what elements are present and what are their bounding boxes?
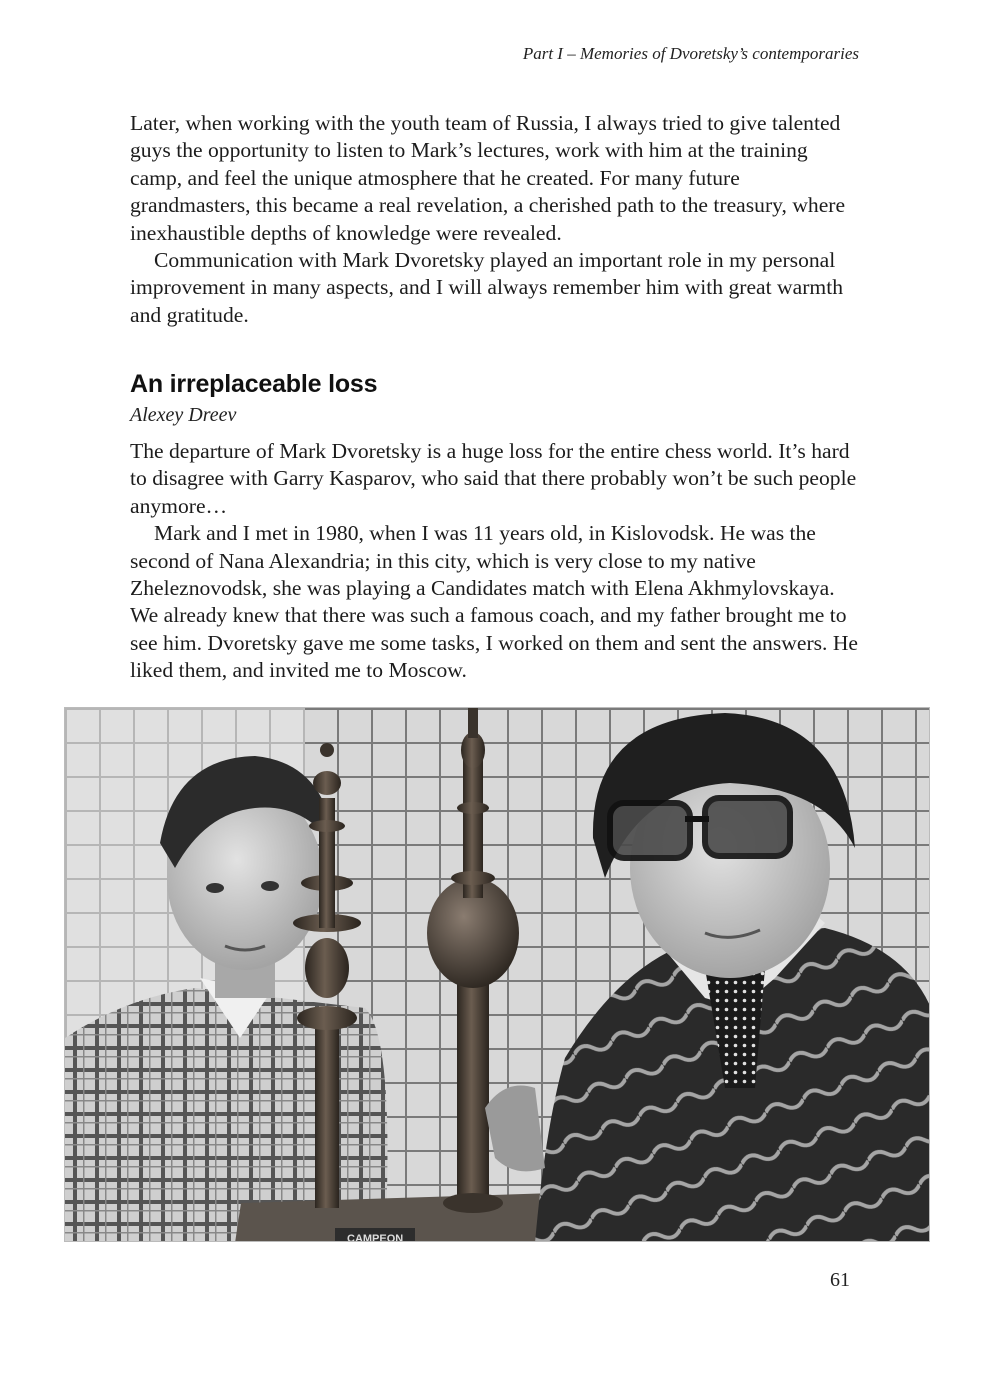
paragraph: Later, when working with the youth team of Russia, I always tried to give talented guys the opportunity to listen to Mark’s lectures, work with him at the training camp, and feel the unique atmosphere that he created. For many future grandmasters, this became a real revelation, a cherished path to the treasury, where inexhaustible depths of knowledge were revealed. bbox=[130, 111, 846, 245]
section-author: Alexey Dreev bbox=[130, 404, 237, 426]
running-head: Part I – Memories of Dvoretsky’s contemporaries bbox=[522, 44, 859, 63]
paragraph: Mark and I met in 1980, when I was 11 years old, in Kislovodsk. He was the second of Nana Alexandria; in this city, which is very close to my native Zheleznovodsk, she was playing a Candidates match with Elena Akhmylovskaya. We already knew that there was such a famous coach, and my father brought me to see him. Dvoretsky gave me some tasks, I worked on them and sent the answers. He liked them, and invited me to Moscow. bbox=[130, 521, 859, 683]
section-text-block bbox=[130, 438, 865, 685]
paragraph: Communication with Mark Dvoretsky played an important role in my personal improvement in many aspects, and I will always remember him with great warmth and gratitude. bbox=[130, 248, 843, 327]
photo-dreev-dvoretsky bbox=[64, 707, 930, 1242]
paragraph: The departure of Mark Dvoretsky is a huge loss for the entire chess world. It’s hard to disagree with Garry Kasparov, who said that there probably won’t be such people anymore… bbox=[130, 439, 857, 518]
trophy-plate-text: CAMPEON bbox=[347, 1233, 404, 1242]
page-number: 61 bbox=[830, 1269, 850, 1291]
section-title: An irreplaceable loss bbox=[130, 370, 378, 398]
intro-text-block bbox=[130, 110, 865, 329]
